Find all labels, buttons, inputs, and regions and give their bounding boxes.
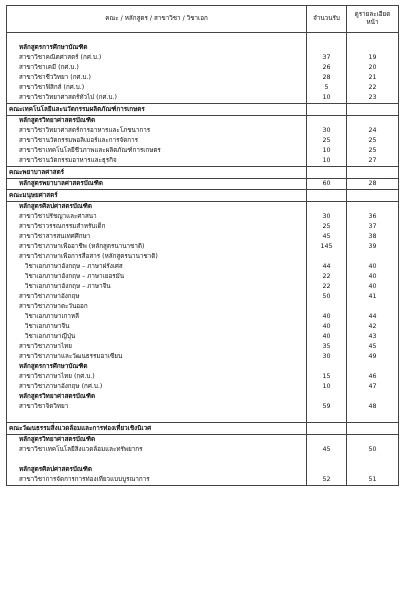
row-label: หลักสูตรการศึกษาบัณฑิต: [7, 362, 307, 372]
row-label: วิชาเอกภาษาญี่ปุ่น: [7, 332, 307, 342]
row-quota: 59: [307, 402, 347, 412]
program-row: [7, 179, 399, 190]
row-label: หลักสูตรศิลปศาสตรบัณฑิต: [7, 465, 307, 475]
row-page: [347, 33, 399, 44]
row-quota: 10: [307, 382, 347, 392]
row-label: สาขาวิชาคณิตศาสตร์ (กศ.บ.): [7, 53, 307, 63]
row-label: สาขาวิชานวัตกรรมพอลิเมอร์และการจัดการ: [7, 136, 307, 146]
row-label: สาขาวิชาการจัดการการท่องเที่ยวแบบบูรณาการ: [7, 475, 307, 486]
faculty-row: [7, 104, 399, 116]
row-page: 45: [347, 342, 399, 352]
row-quota: 35: [307, 342, 347, 352]
row-page: 20: [347, 63, 399, 73]
row-page: [347, 116, 399, 127]
program-row: [7, 435, 399, 446]
table-row: [7, 475, 399, 486]
row-quota: 5: [307, 83, 347, 93]
row-label: วิชาเอกภาษาอังกฤษ – ภาษาจีน: [7, 282, 307, 292]
row-page: 50: [347, 445, 399, 455]
row-label: หลักสูตรการศึกษาบัณฑิต: [7, 43, 307, 53]
row-page: [347, 167, 399, 179]
row-label: หลักสูตรศิลปศาสตรบัณฑิต: [7, 202, 307, 213]
row-quota: 26: [307, 63, 347, 73]
row-quota: 25: [307, 222, 347, 232]
table-row: [7, 93, 399, 104]
row-label: สาขาวิชาภาษาและวัฒนธรรมอาเซียน: [7, 352, 307, 362]
row-quota: 40: [307, 312, 347, 322]
program-row: [7, 465, 399, 475]
header-program: คณะ / หลักสูตร / สาขาวิชา / วิชาเอก: [7, 6, 307, 33]
row-page: [347, 455, 399, 465]
row-label: สาขาวิชาวิทยาศาสตร์การอาหารและโภชนาการ: [7, 126, 307, 136]
table-row: [7, 212, 399, 222]
row-page: 51: [347, 475, 399, 486]
row-quota: 28: [307, 73, 347, 83]
program-row: [7, 202, 399, 213]
row-label: สาขาวิชาปรัชญาและศาสนา: [7, 212, 307, 222]
row-quota: 40: [307, 332, 347, 342]
row-page: [347, 392, 399, 402]
row-label: หลักสูตรวิทยาศาสตรบัณฑิต: [7, 116, 307, 127]
row-page: [347, 423, 399, 435]
row-page: [347, 412, 399, 423]
table-row: [7, 322, 399, 332]
header-page: ดูรายละเอียดหน้า: [347, 6, 399, 33]
row-label: สาขาวิชาจิตวิทยา: [7, 402, 307, 412]
faculty-row: [7, 167, 399, 179]
row-label: วิชาเอกภาษาจีน: [7, 322, 307, 332]
row-label: สาขาวิชาภาษาเพื่ออาชีพ (หลักสูตรนานาชาติ): [7, 242, 307, 252]
table-row: [7, 342, 399, 352]
table-row: [7, 332, 399, 342]
table-row: [7, 156, 399, 167]
row-label: [7, 33, 307, 44]
row-label: วิชาเอกภาษาอังกฤษ – ภาษาฝรั่งเศส: [7, 262, 307, 272]
row-quota: [307, 202, 347, 213]
table-row: [7, 445, 399, 455]
table-row: [7, 292, 399, 302]
table-row: [7, 242, 399, 252]
row-page: [347, 435, 399, 446]
row-label: หลักสูตรวิทยาศาสตรบัณฑิต: [7, 435, 307, 446]
row-label: สาขาวิชาวรรณกรรมสำหรับเด็ก: [7, 222, 307, 232]
row-quota: [307, 455, 347, 465]
row-page: 36: [347, 212, 399, 222]
row-page: 25: [347, 136, 399, 146]
row-quota: [307, 435, 347, 446]
row-quota: [307, 302, 347, 312]
table-row: [7, 63, 399, 73]
row-quota: [307, 392, 347, 402]
row-page: 46: [347, 372, 399, 382]
table-row: [7, 83, 399, 93]
row-page: [347, 252, 399, 262]
row-page: [347, 43, 399, 53]
row-page: 25: [347, 146, 399, 156]
row-page: [347, 302, 399, 312]
row-quota: [307, 167, 347, 179]
program-row: [7, 116, 399, 127]
table-row: [7, 272, 399, 282]
row-page: 23: [347, 93, 399, 104]
row-quota: [307, 362, 347, 372]
row-page: 42: [347, 322, 399, 332]
faculty-row: [7, 190, 399, 202]
row-quota: 30: [307, 126, 347, 136]
row-label: สาขาวิชาเทคโนโลยีชีวภาพและผลิตภัณฑ์การเกษตร: [7, 146, 307, 156]
row-page: [347, 190, 399, 202]
table-row: [7, 455, 399, 465]
table-row: [7, 262, 399, 272]
row-page: 39: [347, 242, 399, 252]
row-page: 37: [347, 222, 399, 232]
program-row: [7, 362, 399, 372]
row-label: วิชาเอกภาษาอังกฤษ – ภาษาเยอรมัน: [7, 272, 307, 282]
row-quota: 15: [307, 372, 347, 382]
row-quota: 52: [307, 475, 347, 486]
row-label: สาขาวิชาฟิสิกส์ (กศ.บ.): [7, 83, 307, 93]
table-row: [7, 302, 399, 312]
row-page: 44: [347, 312, 399, 322]
program-row: [7, 43, 399, 53]
row-page: 47: [347, 382, 399, 392]
row-quota: [307, 104, 347, 116]
row-page: 43: [347, 332, 399, 342]
table-row: [7, 312, 399, 322]
row-label: วิชาเอกภาษาเกาหลี: [7, 312, 307, 322]
row-quota: [307, 423, 347, 435]
row-label: หลักสูตรพยาบาลศาสตรบัณฑิต: [7, 179, 307, 190]
row-page: [347, 104, 399, 116]
row-label: สาขาวิชาวิทยาศาสตร์ทั่วไป (กศ.บ.): [7, 93, 307, 104]
row-quota: 25: [307, 136, 347, 146]
table-row: [7, 222, 399, 232]
row-label: หลักสูตรวิทยาศาสตรบัณฑิต: [7, 392, 307, 402]
row-quota: 10: [307, 146, 347, 156]
row-quota: [307, 33, 347, 44]
row-page: 24: [347, 126, 399, 136]
row-quota: [307, 252, 347, 262]
row-page: 38: [347, 232, 399, 242]
row-quota: 30: [307, 212, 347, 222]
row-page: 21: [347, 73, 399, 83]
row-page: 22: [347, 83, 399, 93]
table-row: [7, 412, 399, 423]
row-label: สาขาวิชาภาษาอังกฤษ (กศ.บ.): [7, 382, 307, 392]
table-row: [7, 382, 399, 392]
row-page: 48: [347, 402, 399, 412]
table-row: [7, 73, 399, 83]
table-row: [7, 33, 399, 44]
row-label: สาขาวิชาเคมี (กศ.บ.): [7, 63, 307, 73]
row-label: คณะเทคโนโลยีและนวัตกรรมผลิตภัณฑ์การเกษตร: [7, 104, 307, 116]
header-quota: จำนวนรับ: [307, 6, 347, 33]
row-quota: 40: [307, 322, 347, 332]
row-page: 40: [347, 282, 399, 292]
row-page: 41: [347, 292, 399, 302]
row-label: สาขาวิชาภาษาตะวันออก: [7, 302, 307, 312]
row-label: [7, 412, 307, 423]
row-quota: [307, 190, 347, 202]
table-body: [7, 33, 399, 486]
row-quota: 10: [307, 156, 347, 167]
table-row: [7, 136, 399, 146]
table-row: [7, 282, 399, 292]
row-quota: 60: [307, 179, 347, 190]
table-row: [7, 126, 399, 136]
row-label: สาขาวิชานวัตกรรมอาหารและธุรกิจ: [7, 156, 307, 167]
table-row: [7, 232, 399, 242]
table-row: [7, 402, 399, 412]
row-quota: [307, 116, 347, 127]
row-label: คณะพยาบาลศาสตร์: [7, 167, 307, 179]
row-quota: 22: [307, 272, 347, 282]
row-quota: 45: [307, 232, 347, 242]
row-quota: 10: [307, 93, 347, 104]
row-page: 27: [347, 156, 399, 167]
row-page: [347, 465, 399, 475]
table-header-row: [7, 6, 399, 33]
row-quota: 30: [307, 352, 347, 362]
faculty-row: [7, 423, 399, 435]
row-page: 40: [347, 272, 399, 282]
row-page: 28: [347, 179, 399, 190]
row-quota: [307, 412, 347, 423]
row-label: สาขาวิชาภาษาอังกฤษ: [7, 292, 307, 302]
table-row: [7, 252, 399, 262]
row-label: สาขาวิชาเทคโนโลยีสิ่งแวดล้อมและทรัพยากร: [7, 445, 307, 455]
row-label: สาขาวิชาสารสนเทศศึกษา: [7, 232, 307, 242]
row-label: คณะวัฒนธรรมสิ่งแวดล้อมและการท่องเที่ยวเชิงนิเวศ: [7, 423, 307, 435]
row-label: สาขาวิชาภาษาเพื่อการสื่อสาร (หลักสูตรนานาชาติ): [7, 252, 307, 262]
row-quota: [307, 465, 347, 475]
row-quota: 50: [307, 292, 347, 302]
table-row: [7, 53, 399, 63]
row-page: [347, 362, 399, 372]
admission-table: [6, 5, 399, 486]
row-label: คณะมนุษยศาสตร์: [7, 190, 307, 202]
row-quota: [307, 43, 347, 53]
table-row: [7, 372, 399, 382]
row-quota: 22: [307, 282, 347, 292]
row-label: สาขาวิชาภาษาไทย (กศ.บ.): [7, 372, 307, 382]
table-row: [7, 146, 399, 156]
row-label: [7, 455, 307, 465]
program-row: [7, 392, 399, 402]
row-page: 19: [347, 53, 399, 63]
row-quota: 45: [307, 445, 347, 455]
row-label: สาขาวิชาภาษาไทย: [7, 342, 307, 352]
table-row: [7, 352, 399, 362]
row-page: 40: [347, 262, 399, 272]
row-label: สาขาวิชาชีววิทยา (กศ.บ.): [7, 73, 307, 83]
row-page: 49: [347, 352, 399, 362]
row-quota: 37: [307, 53, 347, 63]
row-quota: 145: [307, 242, 347, 252]
row-quota: 44: [307, 262, 347, 272]
row-page: [347, 202, 399, 213]
